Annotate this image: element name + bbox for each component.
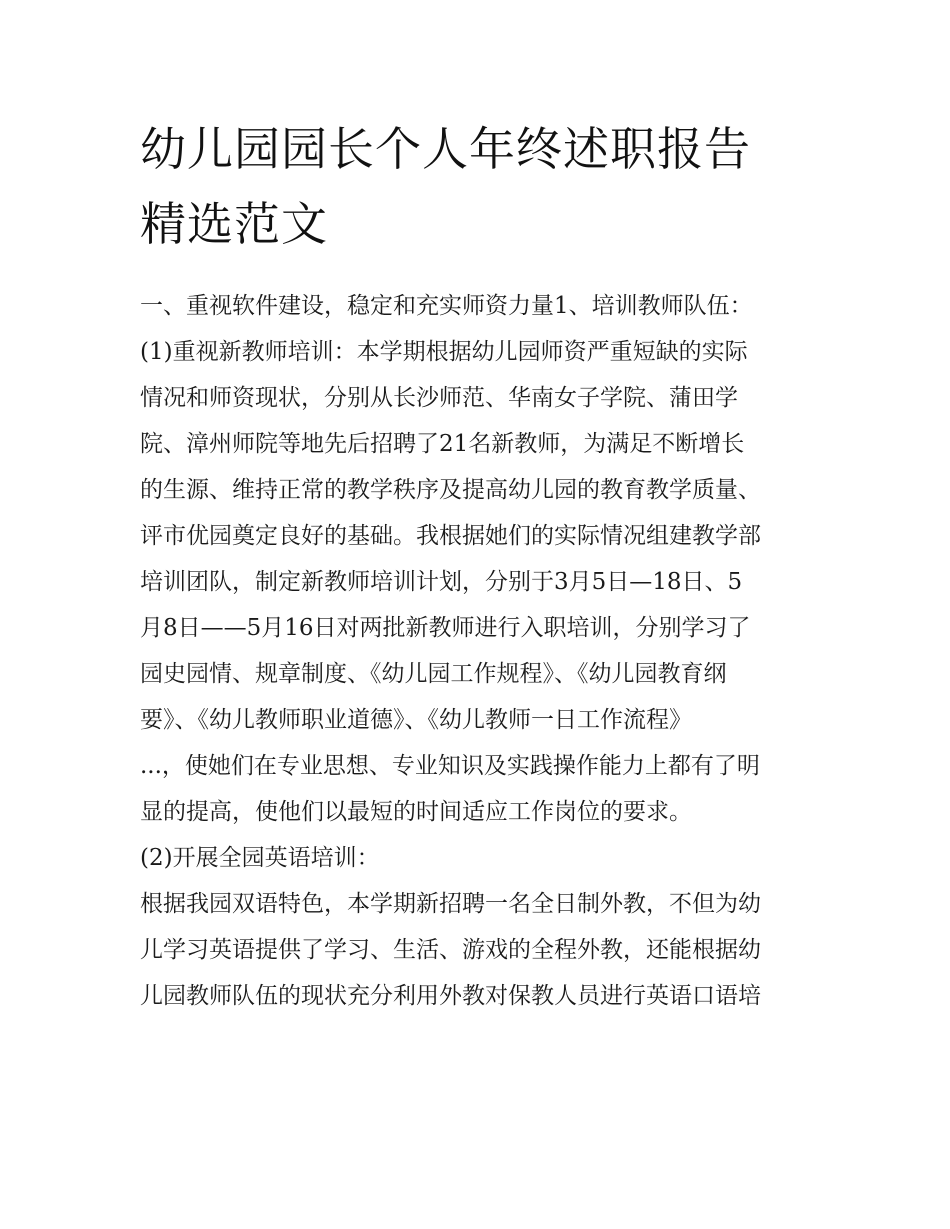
body-line: 的生源、维持正常的教学秩序及提高幼儿园的教育教学质量、	[140, 477, 761, 503]
body-line: 一、重视软件建设，稳定和充实师资力量1、培训教师队伍：	[140, 293, 753, 319]
body-line: (2)开展全园英语培训：	[140, 845, 380, 871]
body-line: 根据我园双语特色，本学期新招聘一名全日制外教，不但为幼	[140, 891, 761, 917]
title-line-1: 幼儿园园长个人年终述职报告	[140, 122, 751, 176]
body-line: 情况和师资现状，分别从长沙师范、华南女子学院、蒲田学	[140, 385, 738, 411]
document-body	[140, 283, 820, 1019]
body-line: ...，使她们在专业思想、专业知识及实践操作能力上都有了明	[140, 753, 760, 779]
body-line: 园史园情、规章制度、《幼儿园工作规程》、《幼儿园教育纲	[140, 661, 727, 687]
body-line: 儿园教师队伍的现状充分利用外教对保教人员进行英语口语培	[140, 983, 761, 1009]
body-line: 显的提高，使他们以最短的时间适应工作岗位的要求。	[140, 799, 692, 825]
body-line: 儿学习英语提供了学习、生活、游戏的全程外教，还能根据幼	[140, 937, 761, 963]
body-line: (1)重视新教师培训：本学期根据幼儿园师资严重短缺的实际	[140, 339, 748, 365]
title-line-2: 精选范文	[140, 197, 328, 251]
document-title	[140, 112, 820, 262]
body-line: 月8日——5月16日对两批新教师进行入职培训，分别学习了	[140, 615, 751, 641]
body-line: 要》、《幼儿教师职业道德》、《幼儿教师一日工作流程》	[140, 707, 692, 733]
body-line: 培训团队，制定新教师培训计划，分别于3月5日—18日、5	[140, 569, 743, 595]
body-line: 评市优园奠定良好的基础。我根据她们的实际情况组建教学部	[140, 523, 761, 549]
body-line: 院、漳州师院等地先后招聘了21名新教师，为满足不断增长	[140, 431, 745, 457]
